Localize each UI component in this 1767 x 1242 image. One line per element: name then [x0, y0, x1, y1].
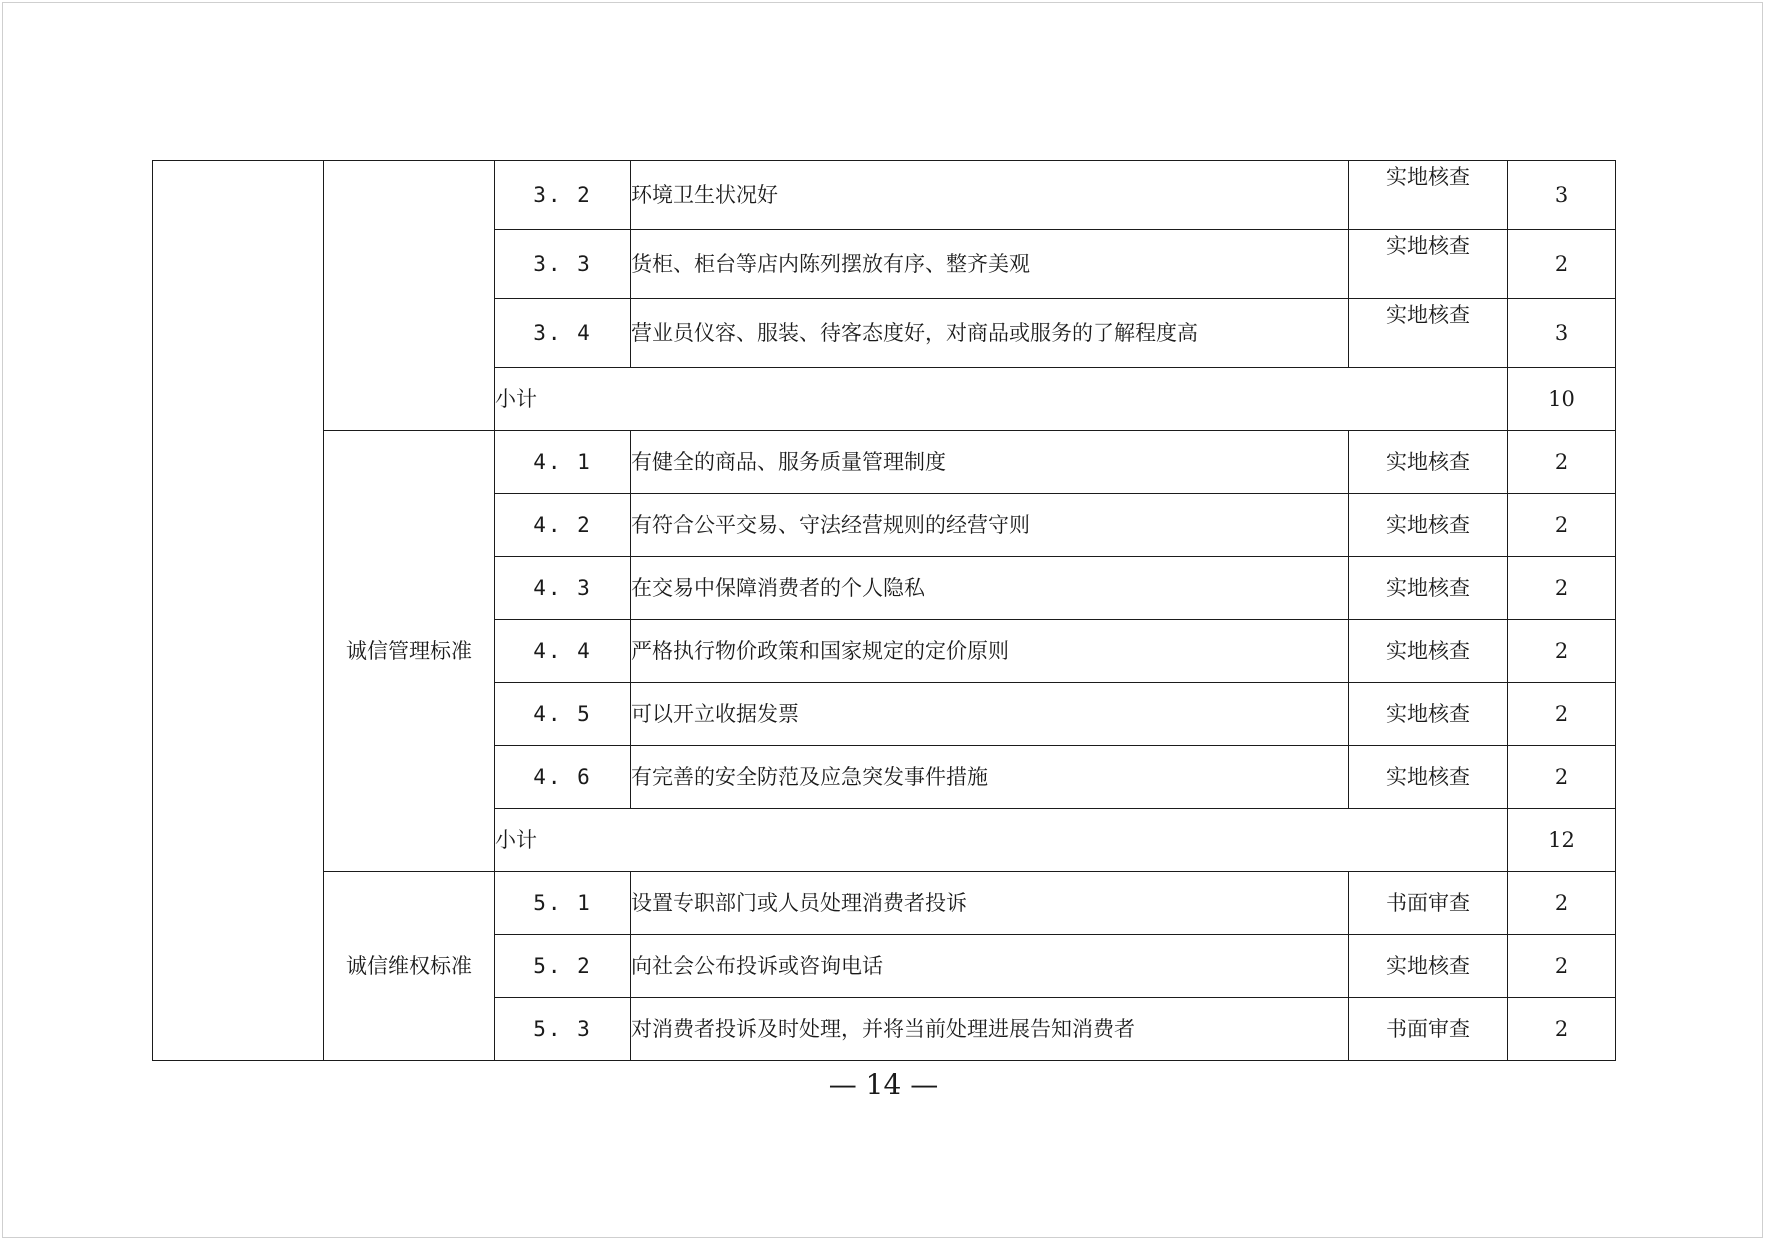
item-description: 营业员仪容、服装、待客态度好，对商品或服务的了解程度高: [631, 299, 1349, 368]
verification-method: 实地核查: [1349, 935, 1508, 998]
item-score: 2: [1508, 998, 1616, 1061]
item-score: 2: [1508, 935, 1616, 998]
verification-method: 实地核查: [1349, 746, 1508, 809]
first-level-category-cell: [153, 161, 324, 1061]
item-number: 4. 3: [495, 557, 631, 620]
item-score: 2: [1508, 230, 1616, 299]
verification-method: 实地核查: [1349, 683, 1508, 746]
verification-method: 实地核查: [1349, 230, 1508, 299]
item-description: 有健全的商品、服务质量管理制度: [631, 431, 1349, 494]
item-number: 3. 3: [495, 230, 631, 299]
verification-method: 书面审查: [1349, 998, 1508, 1061]
item-number: 5. 2: [495, 935, 631, 998]
verification-method: 实地核查: [1349, 161, 1508, 230]
item-description: 有完善的安全防范及应急突发事件措施: [631, 746, 1349, 809]
item-score: 2: [1508, 746, 1616, 809]
verification-method: 实地核查: [1349, 620, 1508, 683]
item-number: 4. 5: [495, 683, 631, 746]
category-integrity-rights: 诚信维权标准: [324, 872, 495, 1061]
table-row: [153, 161, 1616, 230]
item-score: 2: [1508, 557, 1616, 620]
verification-method: 实地核查: [1349, 299, 1508, 368]
evaluation-table: [152, 160, 1616, 1061]
page-number: — 14 —: [828, 1068, 939, 1101]
item-score: 3: [1508, 161, 1616, 230]
item-score: 2: [1508, 620, 1616, 683]
item-number: 4. 2: [495, 494, 631, 557]
item-number: 5. 3: [495, 998, 631, 1061]
item-number: 3. 2: [495, 161, 631, 230]
table-row: [153, 431, 1616, 494]
item-description: 设置专职部门或人员处理消费者投诉: [631, 872, 1349, 935]
item-description: 严格执行物价政策和国家规定的定价原则: [631, 620, 1349, 683]
verification-method: 实地核查: [1349, 557, 1508, 620]
item-description: 对消费者投诉及时处理，并将当前处理进展告知消费者: [631, 998, 1349, 1061]
item-score: 2: [1508, 683, 1616, 746]
item-score: 2: [1508, 494, 1616, 557]
subtotal-label: 小计: [495, 809, 1508, 872]
item-number: 5. 1: [495, 872, 631, 935]
item-score: 2: [1508, 431, 1616, 494]
second-level-category-cell: [324, 161, 495, 431]
item-score: 3: [1508, 299, 1616, 368]
table-row: [153, 872, 1616, 935]
item-score: 2: [1508, 872, 1616, 935]
item-description: 向社会公布投诉或咨询电话: [631, 935, 1349, 998]
verification-method: 实地核查: [1349, 431, 1508, 494]
item-number: 4. 4: [495, 620, 631, 683]
subtotal-score: 12: [1508, 809, 1616, 872]
item-number: 4. 6: [495, 746, 631, 809]
verification-method: 书面审查: [1349, 872, 1508, 935]
category-integrity-management: 诚信管理标准: [324, 431, 495, 872]
subtotal-label: 小计: [495, 368, 1508, 431]
subtotal-score: 10: [1508, 368, 1616, 431]
item-number: 4. 1: [495, 431, 631, 494]
item-description: 环境卫生状况好: [631, 161, 1349, 230]
item-description: 货柜、柜台等店内陈列摆放有序、整齐美观: [631, 230, 1349, 299]
item-number: 3. 4: [495, 299, 631, 368]
item-description: 可以开立收据发票: [631, 683, 1349, 746]
item-description: 有符合公平交易、守法经营规则的经营守则: [631, 494, 1349, 557]
item-description: 在交易中保障消费者的个人隐私: [631, 557, 1349, 620]
verification-method: 实地核查: [1349, 494, 1508, 557]
